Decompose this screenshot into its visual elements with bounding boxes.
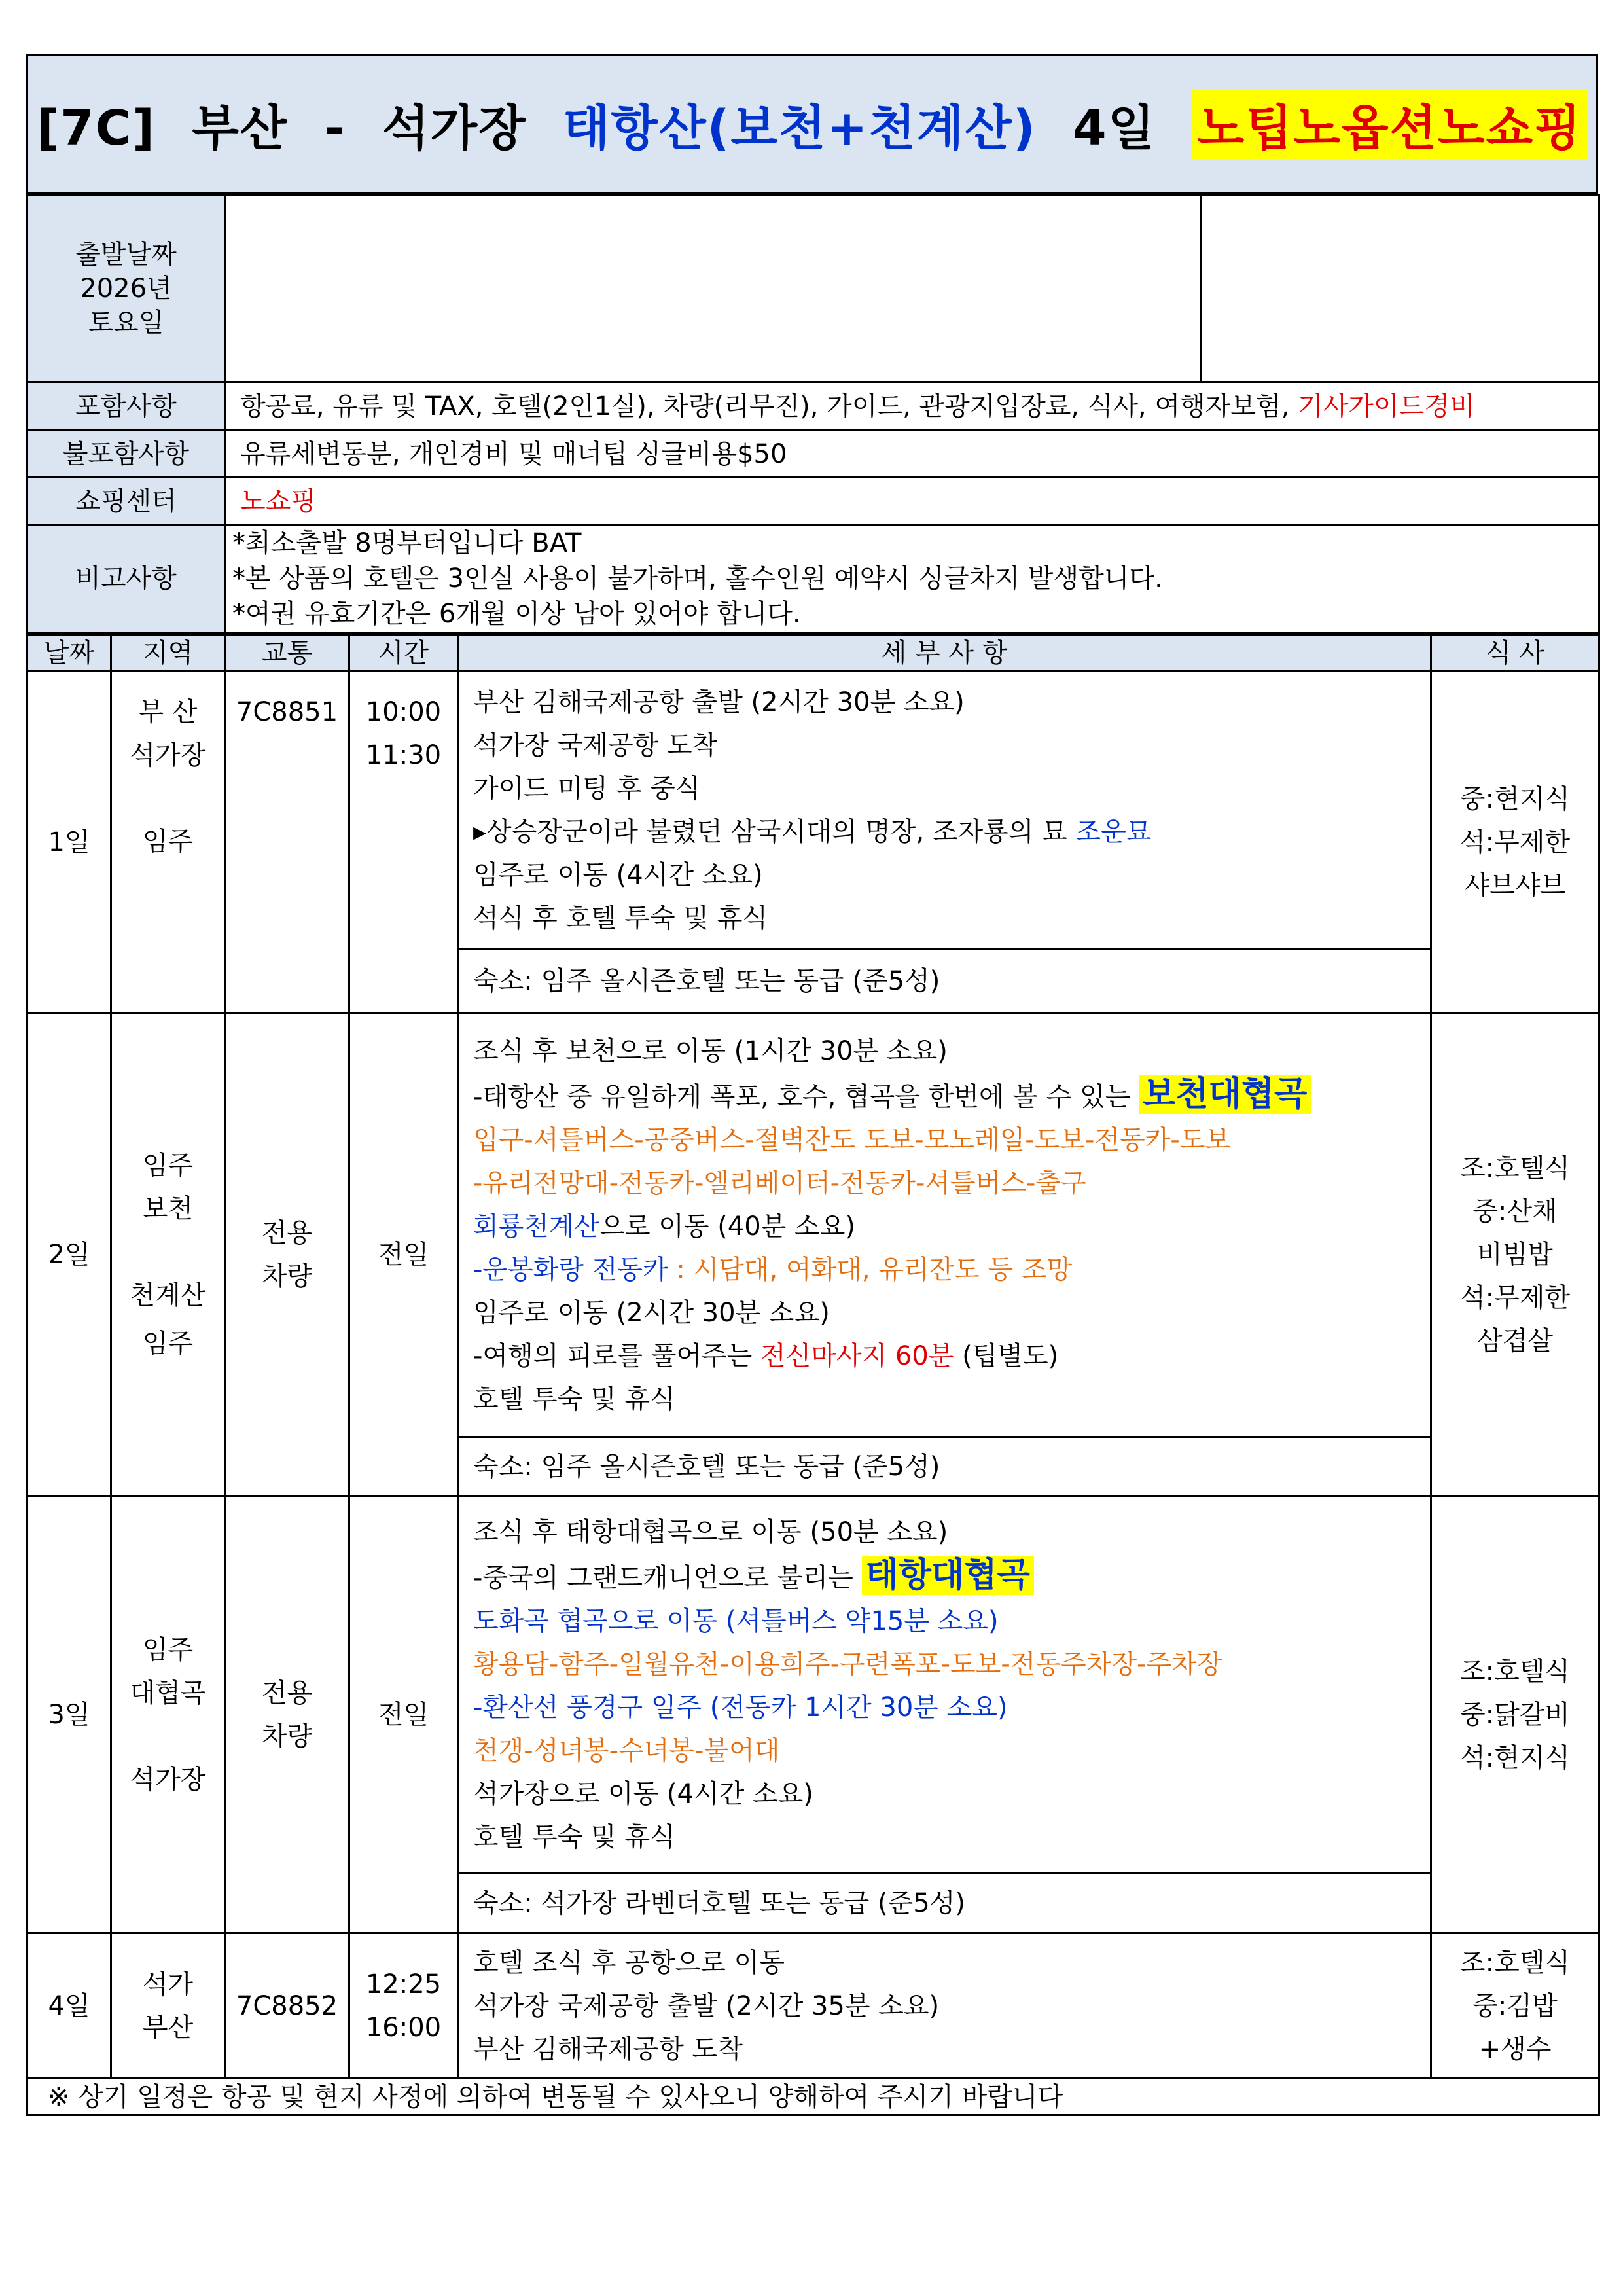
included-row xyxy=(27,382,1599,431)
day3-details: 조식 후 태항대협곡으로 이동 (50분 소요) -중국의 그랜드캐니언으로 불리는 태항대협곡 도화곡 협곡으로 이동 (셔틀버스 약15분 소요) 황용담-함주-일월유천-이용희주-구련폭포-도보-전동주차장-주차장 -환산선 풍경구 일주 (전동카 1시간 30분 소요) 천갱-성녀봉-수녀봉-불어대 석가장으로 이동 (4시간 소요) 호텔 투숙 및 휴식 xyxy=(458,1496,1431,1873)
day2-hotel: 숙소: 임주 올시즌호텔 또는 동급 (준5성) xyxy=(458,1437,1431,1496)
header-region: 지역 xyxy=(111,635,225,672)
header-transport: 교통 xyxy=(225,635,349,672)
day4-time: 12:25 16:00 xyxy=(349,1933,458,2079)
title-prefix: [7C] 부산 - 석가장 xyxy=(37,99,563,156)
schedule-table xyxy=(26,634,1600,2116)
day4-meals: 조:호텔식 중:김밥 +생수 xyxy=(1431,1933,1599,2079)
schedule-header xyxy=(27,635,1599,672)
shopping-label: 쇼핑센터 xyxy=(27,478,225,525)
title-days: 4일 xyxy=(1036,99,1192,156)
day2-date: 2일 xyxy=(27,1013,111,1496)
day1-date: 1일 xyxy=(27,672,111,1013)
day1-transport: 7C8851 xyxy=(225,672,349,1013)
day2-details: 조식 후 보천으로 이동 (1시간 30분 소요) -태항산 중 유일하게 폭포, 호수, 협곡을 한번에 볼 수 있는 보천대협곡 입구-셔틀버스-공중버스-절벽잔도 도보-모노레일-도보-전동카-도보 -유리전망대-전동카-엘리베이터-전동카-셔틀버스-출구 회룡천계산으로 이동 (40분 소요) -운봉화랑 전동카 : 시담대, 여화대, 유리잔도 등 조망 임주로 이동 (2시간 30분 소요) -여행의 피로를 풀어주는 전신마사지 60분 (팁별도) 호텔 투숙 및 휴식 xyxy=(458,1013,1431,1437)
day4-region: 석가 부산 xyxy=(111,1933,225,2079)
day3-date: 3일 xyxy=(27,1496,111,1933)
footnote: ※ 상기 일정은 항공 및 현지 사정에 의하여 변동될 수 있사오니 양해하여 주시기 바랍니다 xyxy=(27,2079,1599,2115)
included-value: 항공료, 유류 및 TAX, 호텔(2인1실), 차량(리무진), 가이드, 관광지입장료, 식사, 여행자보험, 기사가이드경비 xyxy=(225,382,1599,431)
day3-transport: 전용 차량 xyxy=(225,1496,349,1933)
header-meals: 식 사 xyxy=(1431,635,1599,672)
excluded-row xyxy=(27,431,1599,478)
header-date: 날짜 xyxy=(27,635,111,672)
day3-time: 전일 xyxy=(349,1496,458,1933)
departure-label: 출발날짜 2026년 토요일 xyxy=(27,196,225,382)
title-highlight: 노팁노옵션노쇼핑 xyxy=(1192,90,1588,159)
day2-region: 임주 보천 천계산 임주 xyxy=(111,1013,225,1496)
day3-region: 임주 대협곡 석가장 xyxy=(111,1496,225,1933)
excluded-label: 불포함사항 xyxy=(27,431,225,478)
day3-hotel: 숙소: 석가장 라벤더호텔 또는 동급 (준5성) xyxy=(458,1873,1431,1933)
day1-time: 10:00 11:30 xyxy=(349,672,458,1013)
shopping-row xyxy=(27,478,1599,525)
day2-time: 전일 xyxy=(349,1013,458,1496)
day1-row xyxy=(27,672,1599,949)
day4-date: 4일 xyxy=(27,1933,111,2079)
day3-row xyxy=(27,1496,1599,1873)
remarks-value: *최소출발 8명부터입니다 BAT *본 상품의 호텔은 3인실 사용이 불가하며, 홀수인원 예약시 싱글차지 발생합니다. *여권 유효기간은 6개월 이상 남아 있어야 합니다. xyxy=(225,525,1599,633)
day1-region: 부 산 석가장 임주 xyxy=(111,672,225,1013)
title-destination: 태항산(보천+천계산) xyxy=(563,99,1037,156)
day4-transport: 7C8852 xyxy=(225,1933,349,2079)
day2-transport: 전용 차량 xyxy=(225,1013,349,1496)
remarks-row xyxy=(27,525,1599,633)
page-title xyxy=(26,54,1598,194)
header-time: 시간 xyxy=(349,635,458,672)
info-table xyxy=(26,194,1600,634)
departure-dates-cell xyxy=(225,196,1202,382)
day1-details: 부산 김해국제공항 출발 (2시간 30분 소요) 석가장 국제공항 도착 가이드 미팅 후 중식 ▸상승장군이라 불렸던 삼국시대의 명장, 조자룡의 묘 조운묘 임주로 이동 (4시간 소요) 석식 후 호텔 투숙 및 휴식 xyxy=(458,672,1431,949)
itinerary-page xyxy=(26,54,1598,2116)
day2-meals: 조:호텔식 중:산채 비빔밥 석:무제한 삼겹살 xyxy=(1431,1013,1599,1496)
departure-row xyxy=(27,196,1599,382)
remarks-label: 비고사항 xyxy=(27,525,225,633)
day2-row xyxy=(27,1013,1599,1437)
included-label: 포함사항 xyxy=(27,382,225,431)
day4-row xyxy=(27,1933,1599,2079)
footnote-row xyxy=(27,2079,1599,2115)
day3-meals: 조:호텔식 중:닭갈비 석:현지식 xyxy=(1431,1496,1599,1933)
day1-meals: 중:현지식 석:무제한 샤브샤브 xyxy=(1431,672,1599,1013)
header-details: 세 부 사 항 xyxy=(458,635,1431,672)
shopping-value: 노쇼핑 xyxy=(225,478,1599,525)
departure-extra-cell xyxy=(1202,196,1599,382)
excluded-value: 유류세변동분, 개인경비 및 매너팁 싱글비용$50 xyxy=(225,431,1599,478)
day4-details: 호텔 조식 후 공항으로 이동 석가장 국제공항 출발 (2시간 35분 소요) 부산 김해국제공항 도착 xyxy=(458,1933,1431,2079)
day1-hotel: 숙소: 임주 올시즌호텔 또는 동급 (준5성) xyxy=(458,949,1431,1013)
